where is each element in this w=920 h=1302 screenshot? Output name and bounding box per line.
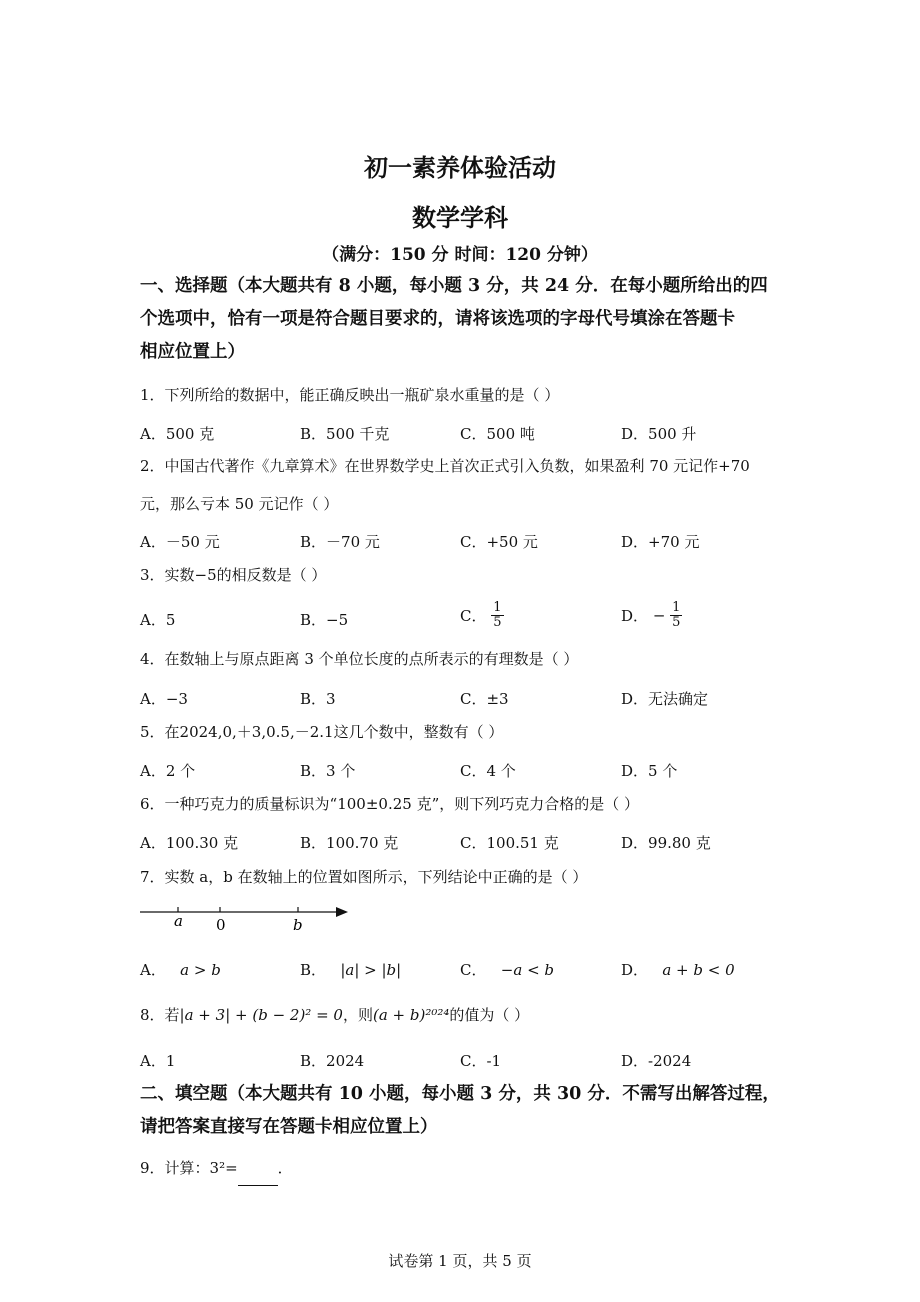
q5-option-d: D．5 个 <box>621 762 678 780</box>
axis-label-a: a <box>174 912 183 930</box>
axis-label-0: 0 <box>216 916 226 934</box>
section-2-heading <box>140 1078 800 1144</box>
question-7-options <box>140 959 800 983</box>
question-3: 3．实数−5的相反数是（ ） <box>140 566 327 584</box>
q3-d-denominator: 5 <box>672 615 681 630</box>
q2-option-b: B．－70 元 <box>300 533 380 551</box>
section-1-heading <box>140 270 800 369</box>
q8-text-mid: ，则 <box>342 1006 373 1024</box>
q1-option-a: A．500 克 <box>140 425 215 443</box>
q7-option-c <box>460 959 554 980</box>
q7-option-b-label: B． <box>300 961 327 979</box>
q7-option-a <box>140 959 221 980</box>
q1-option-d: D．500 升 <box>621 425 697 443</box>
exam-subject: 数学学科 <box>412 203 508 232</box>
q8-text-pre: 8．若 <box>140 1006 180 1024</box>
section-2-line-1: 二、填空题（本大题共有 10 小题，每小题 3 分，共 30 分．不需写出解答过程， <box>140 1084 780 1104</box>
q1-option-c: C．500 吨 <box>460 425 535 443</box>
question-4-options <box>140 688 800 712</box>
q3-c-denominator: 5 <box>493 615 502 630</box>
q5-option-c: C．4 个 <box>460 762 516 780</box>
q1-option-b: B．500 千克 <box>300 425 390 443</box>
question-7: 7．实数 a，b 在数轴上的位置如图所示，下列结论中正确的是（ ） <box>140 868 588 886</box>
q7-option-c-label: C． <box>460 961 487 979</box>
q3-option-c-label: C． <box>460 607 487 625</box>
q6-option-a: A．100.30 克 <box>140 834 239 852</box>
exam-title: 初一素养体验活动 <box>364 153 556 182</box>
q7-option-a-expr: a > b <box>180 961 221 979</box>
q7-option-d-expr: a + b < 0 <box>662 961 735 979</box>
page-footer: 试卷第 1 页，共 5 页 <box>388 1252 532 1270</box>
q2-option-a: A．－50 元 <box>140 533 220 551</box>
question-1: 1．下列所给的数据中，能正确反映出一瓶矿泉水重量的是（ ） <box>140 386 560 404</box>
exam-info: （满分：150 分 时间：120 分钟） <box>322 245 598 265</box>
question-2-line-1: 2．中国古代著作《九章算术》在世界数学史上首次正式引入负数，如果盈利 70 元记作+70 <box>140 457 750 475</box>
section-1-line-2: 个选项中，恰有一项是符合题目要求的，请将该选项的字母代号填涂在答题卡 <box>140 309 735 329</box>
number-line-figure <box>138 898 353 938</box>
q5-option-b: B．3 个 <box>300 762 356 780</box>
q9-answer-blank <box>238 1152 278 1186</box>
q3-option-b: B．−5 <box>300 611 349 629</box>
question-2-line-2: 元，那么亏本 50 元记作（ ） <box>140 495 339 513</box>
q6-option-b: B．100.70 克 <box>300 834 399 852</box>
q8-option-b: B．2024 <box>300 1052 365 1070</box>
q3-option-c-fraction <box>491 601 503 630</box>
question-5-options <box>140 760 800 784</box>
q3-option-d-label: D． <box>621 607 649 625</box>
q8-target-expr: (a + b)²⁰²⁴ <box>372 1006 450 1024</box>
q7-option-d <box>621 959 735 980</box>
q7-option-a-label: A． <box>140 961 166 979</box>
q3-option-d-fraction <box>670 601 682 630</box>
q8-option-d: D．-2024 <box>621 1052 692 1070</box>
question-8-options <box>140 1050 800 1074</box>
section-1-line-3: 相应位置上） <box>140 342 245 362</box>
section-1-line-1: 一、选择题（本大题共有 8 小题，每小题 3 分，共 24 分．在每小题所给出的四 <box>140 276 768 296</box>
q9-text-end: ． <box>277 1159 293 1177</box>
q7-option-c-expr: −a < b <box>500 961 555 979</box>
q8-option-a: A．1 <box>140 1052 176 1070</box>
q7-option-b <box>300 959 401 980</box>
axis-label-b: b <box>293 916 303 934</box>
question-3-options <box>140 601 800 641</box>
q7-option-b-expr: |a| > |b| <box>340 961 402 979</box>
q3-option-d-sign: − <box>652 606 666 625</box>
number-line-arrow <box>336 907 348 917</box>
q6-option-d: D．99.80 克 <box>621 834 711 852</box>
q4-option-c: C．±3 <box>460 690 509 708</box>
q2-option-c: C．+50 元 <box>460 533 538 551</box>
q4-option-d: D．无法确定 <box>621 690 709 708</box>
section-2-line-2: 请把答案直接写在答题卡相应位置上） <box>140 1117 438 1137</box>
question-2-options <box>140 531 800 555</box>
q3-d-numerator: 1 <box>672 600 681 615</box>
question-6: 6．一种巧克力的质量标识为“100±0.25 克”，则下列巧克力合格的是（ ） <box>140 795 640 813</box>
question-8 <box>140 999 800 1032</box>
q8-option-c: C．-1 <box>460 1052 502 1070</box>
q9-text: 9．计算：3²= <box>140 1159 238 1177</box>
question-1-options <box>140 423 800 447</box>
q8-text-post: 的值为（ ） <box>449 1006 530 1024</box>
q4-option-b: B．3 <box>300 690 336 708</box>
q2-option-d: D．+70 元 <box>621 533 700 551</box>
question-5: 5．在2024,0,＋3,0.5,－2.1这几个数中，整数有（ ） <box>140 723 504 741</box>
q5-option-a: A．2 个 <box>140 762 196 780</box>
question-4: 4．在数轴上与原点距离 3 个单位长度的点所表示的有理数是（ ） <box>140 650 579 668</box>
q3-option-c <box>460 601 504 630</box>
q6-option-c: C．100.51 克 <box>460 834 559 852</box>
question-9 <box>140 1152 800 1186</box>
question-6-options <box>140 832 800 856</box>
q3-option-a: A．5 <box>140 611 176 629</box>
q4-option-a: A．−3 <box>140 690 188 708</box>
q7-option-d-label: D． <box>621 961 649 979</box>
q3-option-d <box>621 601 682 630</box>
q3-c-numerator: 1 <box>493 600 502 615</box>
q8-condition-expr: |a + 3| + (b − 2)² = 0 <box>179 1006 343 1024</box>
